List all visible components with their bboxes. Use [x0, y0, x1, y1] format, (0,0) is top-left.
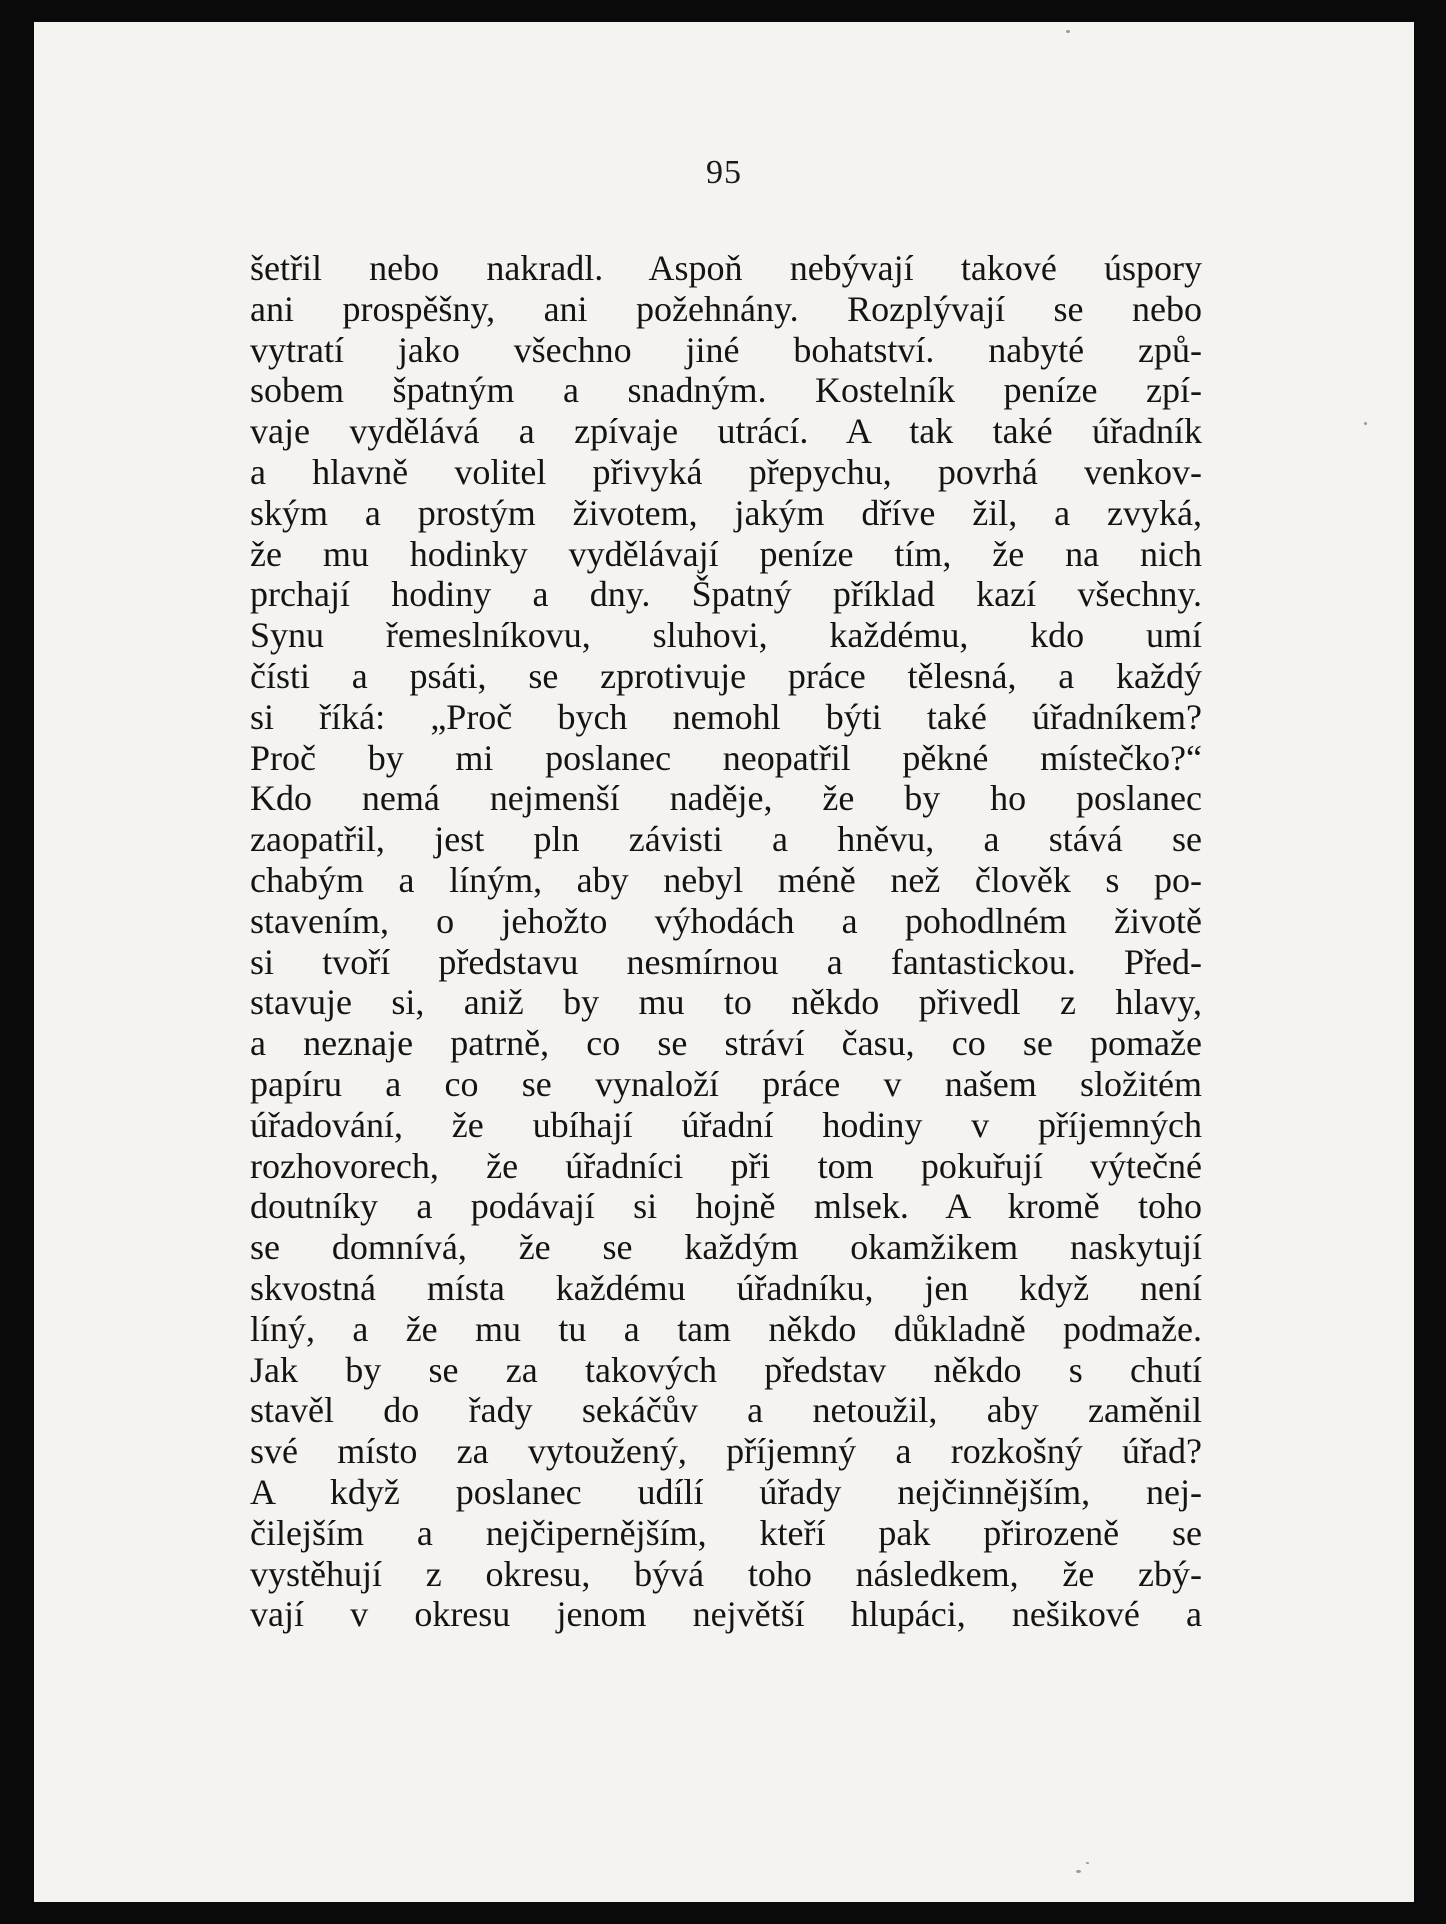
scan-speck — [1066, 30, 1070, 33]
text-line: ani prospěšny, ani požehnány. Rozplývají se nebo — [250, 288, 1202, 329]
text-line: své místo za vytoužený, příjemný a rozkošný úřad? — [250, 1431, 1202, 1472]
text-line: vají v okresu jenom největší hlupáci, nešikové a — [250, 1594, 1202, 1635]
text-line: Jak by se za takových představ někdo s chutí — [250, 1349, 1202, 1390]
text-line: vystěhují z okresu, bývá toho následkem, že zbý- — [250, 1553, 1202, 1594]
text-line: zaopatřil, jest pln závisti a hněvu, a stává se — [250, 819, 1202, 860]
text-line: líný, a že mu tu a tam někdo důkladně podmaže. — [250, 1308, 1202, 1349]
text-line: si říká: „Proč bych nemohl býti také úřadníkem? — [250, 696, 1202, 737]
text-line: doutníky a podávají si hojně mlsek. A kromě toho — [250, 1186, 1202, 1227]
text-line: A když poslanec udílí úřady nejčinnějším, nej- — [250, 1471, 1202, 1512]
text-line: chabým a líným, aby nebyl méně než člověk s po- — [250, 859, 1202, 900]
scan-speck — [1076, 1870, 1081, 1873]
text-line: stavuje si, aniž by mu to někdo přivedl z hlavy, — [250, 982, 1202, 1023]
scan-speck — [1086, 1862, 1089, 1864]
text-line: čísti a psáti, se zprotivuje práce tělesná, a každý — [250, 655, 1202, 696]
text-line: šetřil nebo nakradl. Aspoň nebývají takové úspory — [250, 248, 1202, 288]
text-line: skvostná místa každému úřadníku, jen když není — [250, 1267, 1202, 1308]
text-line: vaje vydělává a zpívaje utrácí. A tak také úřadník — [250, 411, 1202, 452]
text-line: že mu hodinky vydělávají peníze tím, že na nich — [250, 533, 1202, 574]
text-line: Kdo nemá nejmenší naděje, že by ho poslanec — [250, 778, 1202, 819]
text-line: a hlavně volitel přivyká přepychu, povrhá venkov- — [250, 451, 1202, 492]
text-line: Synu řemeslníkovu, sluhovi, každému, kdo umí — [250, 615, 1202, 656]
text-line: a neznaje patrně, co se stráví času, co se pomaže — [250, 1023, 1202, 1064]
text-line: papíru a co se vynaloží práce v našem složitém — [250, 1063, 1202, 1104]
text-line: rozhovorech, že úřadníci při tom pokuřují výtečné — [250, 1145, 1202, 1186]
scan-speck — [1364, 422, 1367, 425]
text-line: Proč by mi poslanec neopatřil pěkné místečko?“ — [250, 737, 1202, 778]
book-page — [34, 22, 1414, 1902]
body-text — [250, 248, 1202, 1635]
text-line: ským a prostým životem, jakým dříve žil, a zvyká, — [250, 492, 1202, 533]
text-line: si tvoří představu nesmírnou a fantastickou. Před- — [250, 941, 1202, 982]
text-line: sobem špatným a snadným. Kostelník peníze zpí- — [250, 370, 1202, 411]
text-line: se domnívá, že se každým okamžikem naskytují — [250, 1227, 1202, 1268]
text-line: prchají hodiny a dny. Špatný příklad kazí všechny. — [250, 574, 1202, 615]
text-line: stavením, o jehožto výhodách a pohodlném životě — [250, 900, 1202, 941]
text-line: vytratí jako všechno jiné bohatství. nabyté způ- — [250, 329, 1202, 370]
text-line: stavěl do řady sekáčův a netoužil, aby zaměnil — [250, 1390, 1202, 1431]
page-number: 95 — [706, 154, 742, 191]
text-line: úřadování, že ubíhají úřadní hodiny v příjemných — [250, 1104, 1202, 1145]
text-line: čilejším a nejčipernějším, kteří pak přirozeně se — [250, 1512, 1202, 1553]
